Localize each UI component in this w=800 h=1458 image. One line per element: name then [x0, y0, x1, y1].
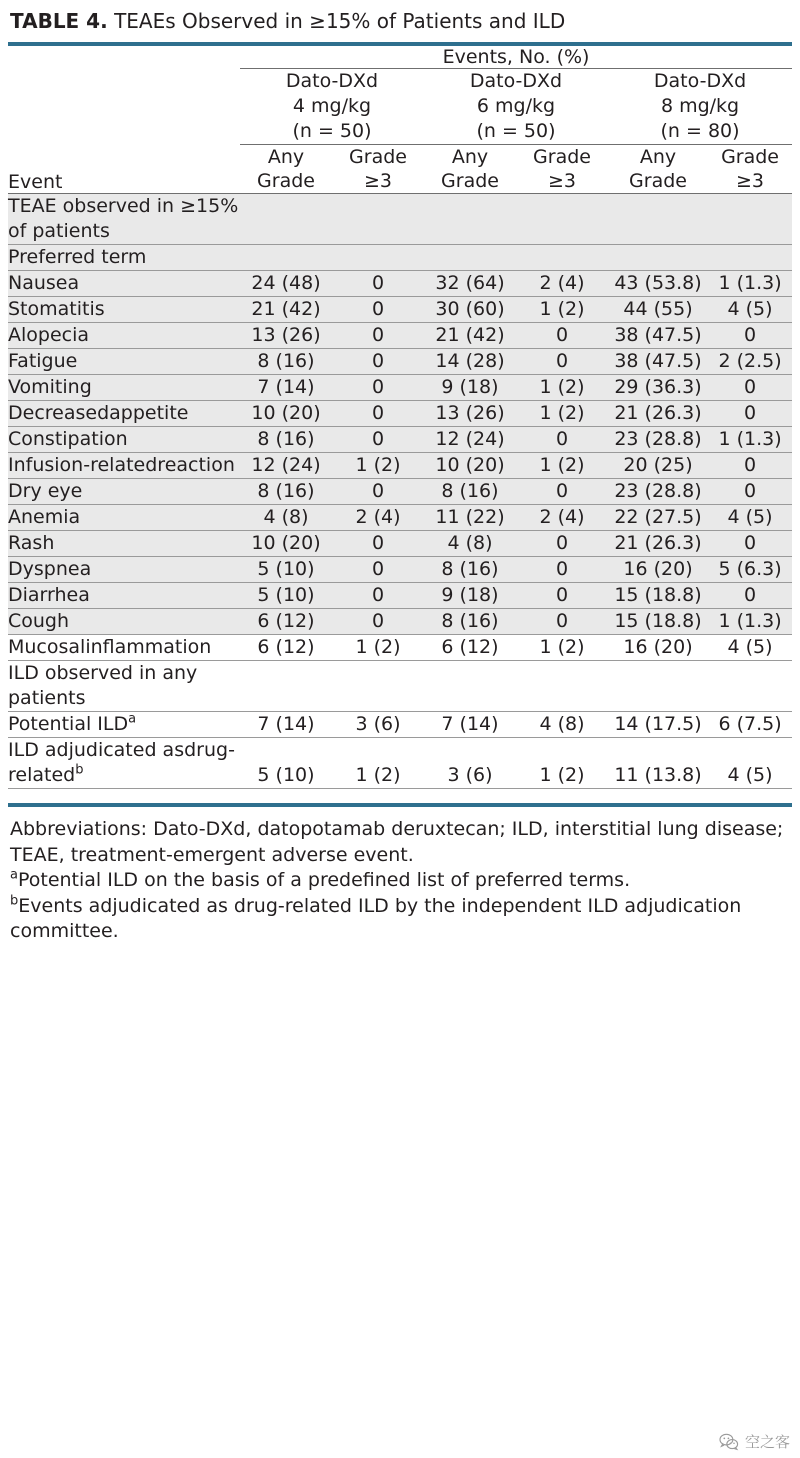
row-value: 7 (14): [240, 712, 332, 738]
row-value: 8 (16): [424, 479, 516, 505]
header-row-sub: [8, 145, 792, 194]
row-value: [708, 194, 792, 245]
row-value: [608, 661, 708, 712]
row-value: 0: [332, 375, 424, 401]
row-value: [516, 194, 608, 245]
footnote-a: [10, 868, 790, 894]
row-label: Infusion-relatedreaction: [8, 453, 240, 479]
header-sub-1-line1: Any: [267, 146, 305, 168]
table-row: [8, 453, 792, 479]
row-value: 0: [516, 609, 608, 635]
row-value: 43 (53.8): [608, 271, 708, 297]
row-value: 11 (13.8): [608, 738, 708, 789]
row-value: 21 (42): [424, 323, 516, 349]
row-value: [516, 661, 608, 712]
row-label: Stomatitis: [8, 297, 240, 323]
row-value: 10 (20): [424, 453, 516, 479]
row-value: 4 (5): [708, 738, 792, 789]
teae-table: [8, 42, 792, 789]
row-value: [608, 194, 708, 245]
row-value: 10 (20): [240, 531, 332, 557]
header-sub-6: [708, 145, 792, 194]
row-value: 1 (2): [516, 738, 608, 789]
row-value: 0: [516, 557, 608, 583]
row-value: 12 (24): [240, 453, 332, 479]
row-value: 6 (7.5): [708, 712, 792, 738]
header-sub-2-line1: Grade: [349, 146, 407, 168]
row-value: 1 (2): [332, 635, 424, 661]
row-value: 0: [516, 479, 608, 505]
header-group-2: [424, 69, 608, 145]
table-title-label: TABLE 4.: [10, 9, 108, 33]
footnote-b-marker: b: [10, 893, 19, 909]
footnote-a-text: Potential ILD on the basis of a predefined list of preferred terms.: [17, 869, 631, 891]
row-value: 22 (27.5): [608, 505, 708, 531]
table-bottom-rule: [8, 803, 792, 807]
table-row: [8, 401, 792, 427]
table-section-row: [8, 194, 792, 245]
row-value: 24 (48): [240, 271, 332, 297]
table-row: [8, 583, 792, 609]
row-value: 23 (28.8): [608, 479, 708, 505]
row-value: 0: [332, 531, 424, 557]
footnote-abbreviations: Abbreviations: Dato-DXd, datopotamab deruxtecan; ILD, interstitial lung disease; TEAE, treatment-emergent adverse event.: [10, 818, 784, 866]
table-row: [8, 375, 792, 401]
row-value: 1 (1.3): [708, 427, 792, 453]
row-value: 0: [516, 583, 608, 609]
row-value: 8 (16): [240, 349, 332, 375]
row-value: 2 (4): [516, 505, 608, 531]
row-value: 4 (8): [516, 712, 608, 738]
row-value: 7 (14): [424, 712, 516, 738]
row-label: Cough: [8, 609, 240, 635]
row-value: 0: [708, 479, 792, 505]
row-value: 0: [516, 427, 608, 453]
row-label: Mucosalinflammation: [8, 635, 240, 661]
row-value: 0: [332, 297, 424, 323]
table-title-text: TEAEs Observed in ≥15% of Patients and ILD: [114, 9, 566, 33]
row-value: 15 (18.8): [608, 583, 708, 609]
row-value: 4 (5): [708, 297, 792, 323]
row-value: 0: [516, 349, 608, 375]
header-sub-6-line2: ≥3: [736, 170, 765, 192]
row-value: 4 (8): [240, 505, 332, 531]
row-value: 13 (26): [240, 323, 332, 349]
table-row: [8, 505, 792, 531]
footnote-b: [10, 894, 790, 945]
table-row: [8, 609, 792, 635]
row-value: 2 (2.5): [708, 349, 792, 375]
row-value: 0: [332, 427, 424, 453]
row-value: 32 (64): [424, 271, 516, 297]
table-row: [8, 479, 792, 505]
row-value: 0: [332, 557, 424, 583]
row-value: 5 (6.3): [708, 557, 792, 583]
table-row: [8, 297, 792, 323]
row-value: 0: [708, 531, 792, 557]
row-value: 1 (1.3): [708, 271, 792, 297]
header-group-1-dose: 4 mg/kg: [292, 95, 372, 117]
header-group-3-dose: 8 mg/kg: [660, 95, 740, 117]
row-label: Constipation: [8, 427, 240, 453]
row-label: Rash: [8, 531, 240, 557]
row-value: 38 (47.5): [608, 349, 708, 375]
header-sub-1-line2: Grade: [257, 170, 315, 192]
header-event-col: Event: [8, 145, 240, 194]
row-label: Fatigue: [8, 349, 240, 375]
row-value: 5 (10): [240, 738, 332, 789]
row-label: Diarrhea: [8, 583, 240, 609]
header-sub-4: [516, 145, 608, 194]
row-value: 4 (8): [424, 531, 516, 557]
table-row: [8, 323, 792, 349]
header-group-1-n: (n = 50): [292, 120, 372, 142]
header-group-2-n: (n = 50): [476, 120, 556, 142]
header-sub-5: [608, 145, 708, 194]
row-value: [240, 194, 332, 245]
row-label: Dry eye: [8, 479, 240, 505]
row-value: 20 (25): [608, 453, 708, 479]
row-value: 21 (42): [240, 297, 332, 323]
table-row: [8, 738, 792, 789]
row-label: Nausea: [8, 271, 240, 297]
row-value: 0: [516, 323, 608, 349]
row-value: 15 (18.8): [608, 609, 708, 635]
row-value: 12 (24): [424, 427, 516, 453]
table-row: [8, 427, 792, 453]
row-label: Potential ILD$^a$: [8, 712, 240, 738]
header-sub-3-line1: Any: [451, 146, 489, 168]
row-value: 0: [708, 375, 792, 401]
row-value: 3 (6): [332, 712, 424, 738]
header-sub-1: [240, 145, 332, 194]
row-label: Dyspnea: [8, 557, 240, 583]
row-value: [240, 245, 332, 271]
row-value: 5 (10): [240, 583, 332, 609]
row-value: 8 (16): [240, 427, 332, 453]
row-value: 8 (16): [424, 557, 516, 583]
row-value: 4 (5): [708, 505, 792, 531]
footnotes: [8, 817, 792, 945]
row-value: 4 (5): [708, 635, 792, 661]
table-row: [8, 531, 792, 557]
row-value: [332, 661, 424, 712]
row-label: ILD adjudicated asdrug-related$^b$: [8, 738, 240, 789]
row-value: [240, 661, 332, 712]
row-value: 1 (2): [332, 453, 424, 479]
row-value: 11 (22): [424, 505, 516, 531]
row-value: [332, 194, 424, 245]
header-sub-5-line2: Grade: [629, 170, 687, 192]
row-value: 1 (2): [516, 401, 608, 427]
table-row: [8, 557, 792, 583]
row-value: 6 (12): [424, 635, 516, 661]
row-value: 6 (12): [240, 609, 332, 635]
row-value: 0: [708, 453, 792, 479]
row-value: 13 (26): [424, 401, 516, 427]
row-value: 7 (14): [240, 375, 332, 401]
watermark: [719, 1431, 790, 1452]
wechat-icon: [719, 1432, 739, 1452]
row-value: [424, 194, 516, 245]
table-section-row: [8, 661, 792, 712]
row-label: Alopecia: [8, 323, 240, 349]
row-value: 14 (17.5): [608, 712, 708, 738]
row-label: Anemia: [8, 505, 240, 531]
header-group-1-drug: Dato-DXd: [285, 70, 379, 92]
table-row: [8, 635, 792, 661]
table-section-row: [8, 245, 792, 271]
row-value: 0: [332, 349, 424, 375]
header-sub-3: [424, 145, 516, 194]
footnote-b-text: Events adjudicated as drug-related ILD by the independent ILD adjudication committee.: [10, 894, 742, 942]
row-value: 0: [516, 531, 608, 557]
row-value: 23 (28.8): [608, 427, 708, 453]
header-group-3-drug: Dato-DXd: [653, 70, 747, 92]
table-body: [8, 194, 792, 789]
row-value: 0: [708, 401, 792, 427]
header-sub-3-line2: Grade: [441, 170, 499, 192]
row-value: 14 (28): [424, 349, 516, 375]
row-label: Decreasedappetite: [8, 401, 240, 427]
row-value: 44 (55): [608, 297, 708, 323]
row-value: 1 (2): [516, 297, 608, 323]
row-value: 1 (2): [516, 375, 608, 401]
table-title: [8, 0, 792, 42]
row-value: 0: [332, 323, 424, 349]
row-value: 9 (18): [424, 375, 516, 401]
row-value: 2 (4): [332, 505, 424, 531]
header-blank-cell-2: [8, 69, 240, 145]
row-value: 16 (20): [608, 635, 708, 661]
table-row: [8, 349, 792, 375]
row-value: 0: [332, 609, 424, 635]
row-value: 5 (10): [240, 557, 332, 583]
row-value: 1 (1.3): [708, 609, 792, 635]
header-events-label: Events, No. (%): [240, 44, 792, 69]
header-group-3-n: (n = 80): [660, 120, 740, 142]
row-value: 29 (36.3): [608, 375, 708, 401]
header-sub-6-line1: Grade: [721, 146, 779, 168]
header-group-1: [240, 69, 424, 145]
row-value: 21 (26.3): [608, 401, 708, 427]
header-sub-2-line2: ≥3: [363, 170, 392, 192]
row-value: 1 (2): [332, 738, 424, 789]
header-sub-2: [332, 145, 424, 194]
row-label: Vomiting: [8, 375, 240, 401]
row-value: 8 (16): [424, 609, 516, 635]
row-value: 8 (16): [240, 479, 332, 505]
table-head: [8, 44, 792, 194]
header-group-2-dose: 6 mg/kg: [476, 95, 556, 117]
header-row-groups: [8, 69, 792, 145]
header-blank-cell: [8, 44, 240, 69]
row-value: 0: [332, 583, 424, 609]
row-value: 0: [332, 401, 424, 427]
row-value: 6 (12): [240, 635, 332, 661]
row-label: TEAE observed in ≥15% of patients: [8, 194, 240, 245]
row-value: [708, 245, 792, 271]
row-value: 21 (26.3): [608, 531, 708, 557]
row-value: 2 (4): [516, 271, 608, 297]
header-sub-4-line2: ≥3: [547, 170, 576, 192]
row-value: 1 (2): [516, 453, 608, 479]
header-sub-5-line1: Any: [639, 146, 677, 168]
row-value: 0: [332, 479, 424, 505]
row-value: [516, 245, 608, 271]
row-value: 0: [708, 323, 792, 349]
header-row-events: [8, 44, 792, 69]
row-label: Preferred term: [8, 245, 240, 271]
row-value: 0: [332, 271, 424, 297]
row-value: [332, 245, 424, 271]
row-value: 10 (20): [240, 401, 332, 427]
table-row: [8, 712, 792, 738]
row-value: [424, 245, 516, 271]
header-sub-4-line1: Grade: [533, 146, 591, 168]
row-value: 1 (2): [516, 635, 608, 661]
row-value: [608, 245, 708, 271]
row-value: 9 (18): [424, 583, 516, 609]
row-label: ILD observed in any patients: [8, 661, 240, 712]
table-row: [8, 271, 792, 297]
footnote-a-marker: a: [10, 867, 18, 883]
watermark-text: 空之客: [744, 1433, 790, 1451]
header-group-2-drug: Dato-DXd: [469, 70, 563, 92]
row-value: 30 (60): [424, 297, 516, 323]
header-group-3: [608, 69, 792, 145]
row-value: 3 (6): [424, 738, 516, 789]
row-value: [708, 661, 792, 712]
row-value: 16 (20): [608, 557, 708, 583]
row-value: [424, 661, 516, 712]
row-value: 38 (47.5): [608, 323, 708, 349]
row-value: 0: [708, 583, 792, 609]
